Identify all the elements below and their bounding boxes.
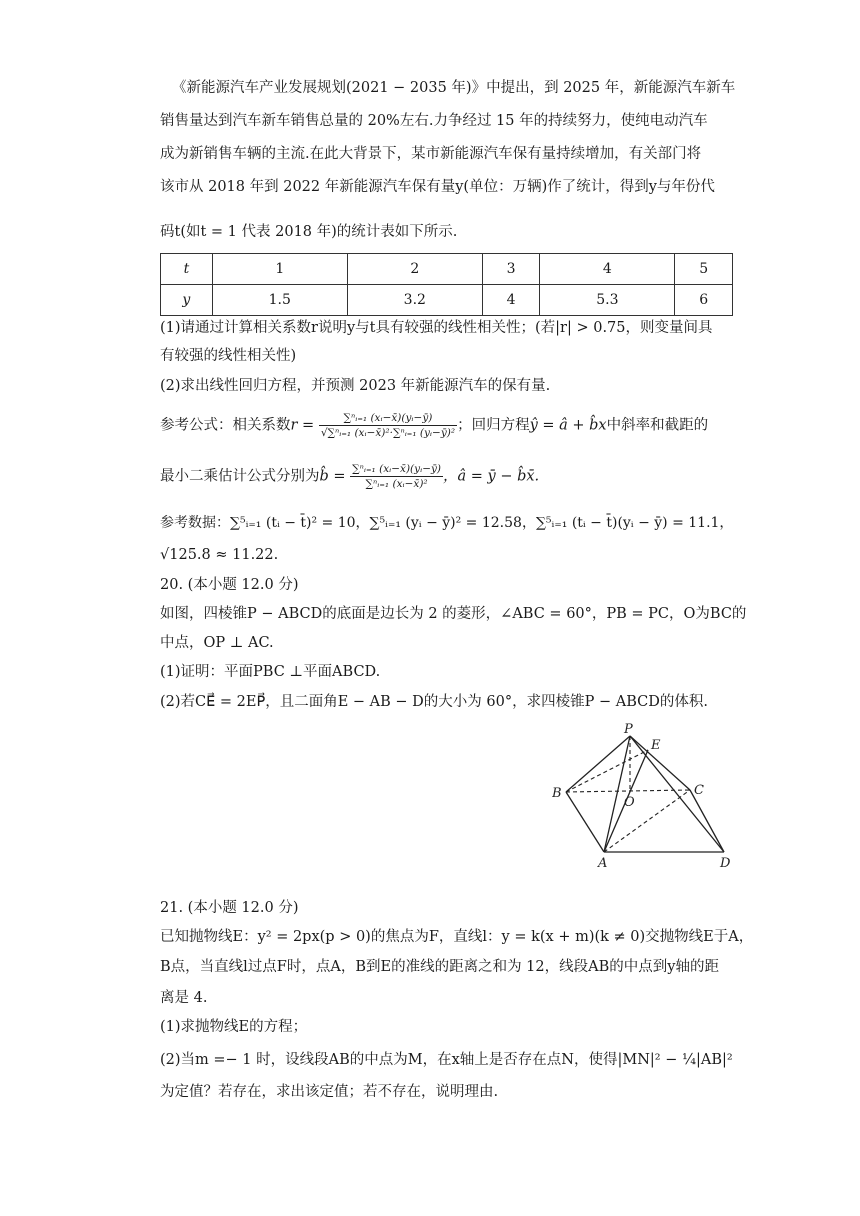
edge-BA [566, 792, 604, 852]
label-D: D [720, 856, 731, 870]
p19-q2: (2)求出线性回归方程，并预测 2023 年新能源汽车的保有量. [160, 378, 551, 394]
p20-header: 20. (本小题 12.0 分) [160, 577, 299, 593]
ref-formula-prefix: 参考公式：相关系数 [160, 417, 291, 434]
reg-eq: ŷ = â + b̂x [529, 417, 607, 434]
reg-suffix: 中斜率和截距的 [606, 417, 709, 434]
label-A: A [598, 856, 608, 870]
edge-BC-dashed [566, 790, 690, 792]
stats-table [160, 253, 733, 316]
edge-PB [566, 736, 630, 792]
table-cell: 1.5 [212, 285, 347, 316]
p20-line-4: (2)若CE⃗ = 2EP⃗，且二面角E − AB − D的大小为 60°，求四棱锥P − ABCD的体积. [160, 694, 708, 710]
p21-line-6: 为定值？若存在，求出该定值；若不存在，说明理由. [160, 1084, 499, 1100]
ref-data-line-1: 参考数据：∑⁵ᵢ₌₁ (tᵢ − t̄)² = 10，∑⁵ᵢ₌₁ (yᵢ − ȳ)² = 12.58，∑⁵ᵢ₌₁ (tᵢ − t̄)(yᵢ − ȳ) = 11.1， [160, 515, 734, 531]
p19-intro-line-5: 码t(如t = 1 代表 2018 年)的统计表如下所示. [160, 224, 458, 240]
label-E: E [651, 738, 661, 753]
r-numerator: ∑ⁿᵢ₌₁ (xᵢ−x̄)(yᵢ−ȳ) [319, 412, 457, 426]
label-P: P [624, 722, 633, 737]
a-eq: ，â = ȳ − b̂x̄. [443, 468, 540, 485]
table-cell: 2 [347, 254, 482, 285]
p21-line-5: (2)当m =− 1 时，设线段AB的中点为M，在x轴上是否存在点N，使得|MN|² − ¼|AB|² [160, 1052, 733, 1068]
r-eq: r = [290, 417, 315, 434]
table-cell: 3 [482, 254, 540, 285]
p19-intro-line-1: 《新能源汽车产业发展规划(2021 − 2035 年)》中提出，到 2025 年，新能源汽车新车 [172, 80, 736, 96]
table-cell: 6 [675, 285, 733, 316]
p20-line-1: 如图，四棱锥P − ABCD的底面是边长为 2 的菱形，∠ABC = 60°，PB = PC，O为BC的 [160, 606, 747, 622]
table-cell: 5.3 [540, 285, 675, 316]
table-cell: 1 [212, 254, 347, 285]
table-row-t [161, 254, 733, 285]
label-B: B [552, 786, 562, 801]
least-squares-line [160, 463, 539, 490]
reg-text: ；回归方程 [457, 417, 530, 434]
b-eq: b̂ = [319, 468, 346, 485]
ref-data-line-2: √125.8 ≈ 11.22. [160, 547, 279, 563]
p21-line-4: (1)求抛物线E的方程； [160, 1019, 308, 1035]
p19-intro-line-4: 该市从 2018 年到 2022 年新能源汽车保有量y(单位：万辆)作了统计，得到y与年份代 [160, 179, 715, 195]
p19-q1-line-1: (1)请通过计算相关系数r说明y与t具有较强的线性相关性；(若|r| > 0.75，则变量间具 [160, 320, 713, 336]
ls-prefix: 最小二乘估计公式分别为 [160, 468, 320, 485]
b-fraction [350, 463, 443, 490]
edge-PA [604, 736, 630, 852]
p19-q1-line-2: 有较强的线性相关性) [160, 348, 297, 364]
table-cell: y [161, 285, 213, 316]
p21-line-1: 已知抛物线E：y² = 2px(p > 0)的焦点为F，直线l：y = k(x + m)(k ≠ 0)交抛物线E于A， [160, 929, 754, 945]
table-cell: 4 [482, 285, 540, 316]
table-cell: 4 [540, 254, 675, 285]
edge-CD [690, 790, 724, 852]
table-cell: 3.2 [347, 285, 482, 316]
label-C: C [694, 783, 704, 798]
table-row-y [161, 285, 733, 316]
ref-formula-line [160, 412, 708, 439]
p21-line-3: 离是 4. [160, 990, 208, 1006]
p21-header: 21. (本小题 12.0 分) [160, 900, 299, 916]
b-denominator: ∑ⁿᵢ₌₁ (xᵢ−x̄)² [365, 478, 428, 490]
table-cell: t [161, 254, 213, 285]
p21-line-2: B点，当直线l过点F时，点A，B到E的准线的距离之和为 12，线段AB的中点到y轴的距 [160, 959, 719, 975]
b-numerator: ∑ⁿᵢ₌₁ (xᵢ−x̄)(yᵢ−ȳ) [352, 463, 442, 475]
p20-line-3: (1)证明：平面PBC ⊥平面ABCD. [160, 664, 381, 680]
r-denominator: √∑ⁿᵢ₌₁ (xᵢ−x̄)²·∑ⁿᵢ₌₁ (yᵢ−ȳ)² [320, 427, 456, 439]
p19-intro-line-3: 成为新销售车辆的主流.在此大背景下，某市新能源汽车保有量持续增加，有关部门将 [160, 146, 702, 162]
pyramid-figure [552, 722, 742, 870]
label-O: O [624, 795, 635, 810]
table-cell: 5 [675, 254, 733, 285]
p20-line-2: 中点，OP ⊥ AC. [160, 635, 274, 651]
p19-intro-line-2: 销售量达到汽车新车销售总量的 20%左右.力争经过 15 年的持续努力，使纯电动汽车 [160, 113, 708, 129]
edge-PD [630, 736, 724, 852]
r-fraction [319, 412, 457, 439]
